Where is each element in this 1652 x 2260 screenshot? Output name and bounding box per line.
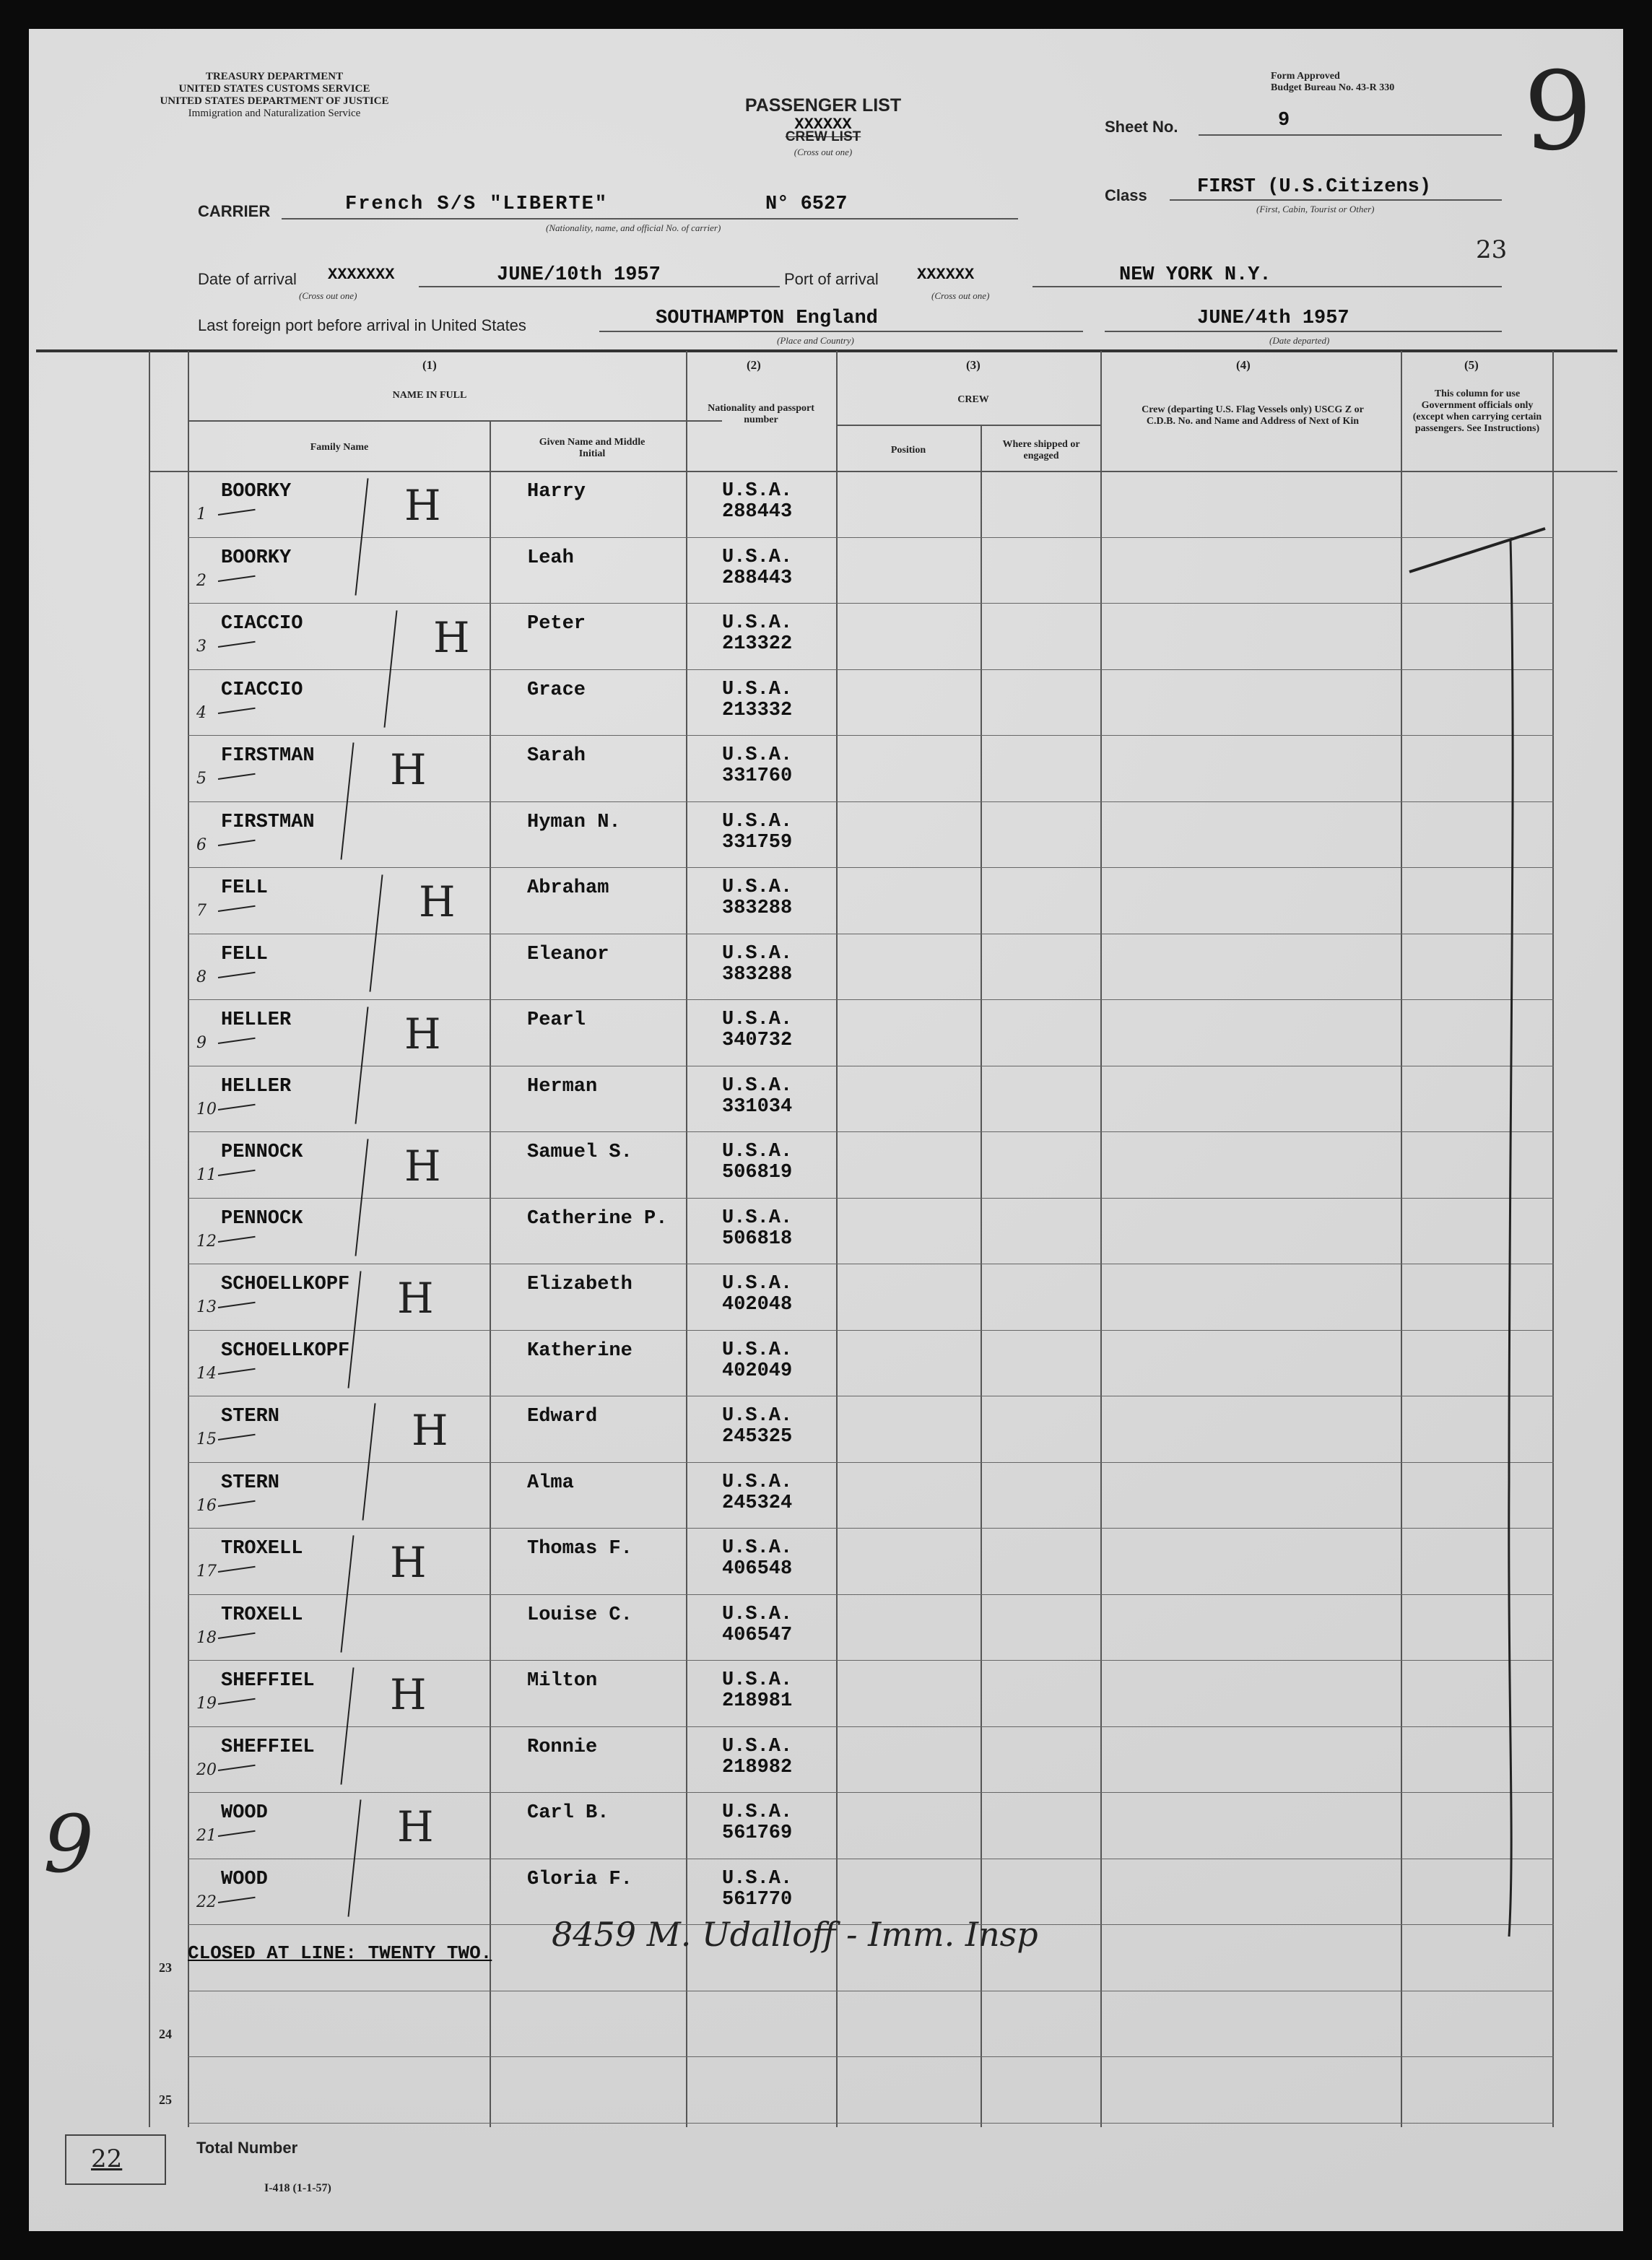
handwritten-mark: H — [404, 1142, 441, 1191]
line-number: 24 — [159, 2027, 172, 2041]
nationality-passport — [722, 1802, 792, 1844]
line-number: 7 — [196, 902, 206, 920]
family-name: SCHOELLKOPF — [221, 1340, 350, 1362]
nationality: U.S.A. — [722, 1009, 793, 1030]
line-tick — [218, 1104, 256, 1111]
carrier-number: N° 6527 — [765, 194, 848, 215]
row-divider — [188, 1131, 1554, 1132]
passport-number: 506818 — [722, 1228, 793, 1250]
line-number: 11 — [196, 1166, 217, 1184]
nationality-passport — [722, 812, 792, 853]
line-number: 16 — [196, 1497, 217, 1515]
row-divider — [188, 1792, 1554, 1793]
line-number: 4 — [196, 704, 206, 722]
line-number: 13 — [196, 1298, 217, 1316]
family-name: CIACCIO — [221, 613, 303, 635]
line-tick — [218, 1897, 256, 1903]
family-name: FELL — [221, 877, 268, 899]
handwritten-mark: H — [404, 1009, 441, 1059]
given-name: Pearl — [527, 1009, 586, 1031]
given-name: Samuel S. — [527, 1142, 632, 1163]
nationality-passport — [722, 745, 792, 787]
nationality-passport — [722, 1208, 792, 1250]
last-port-date-value: JUNE/4th 1957 — [1197, 308, 1349, 329]
nationality: U.S.A. — [722, 1141, 793, 1162]
line-number: 22 — [196, 1893, 217, 1911]
total-value: 22 — [91, 2144, 123, 2173]
given-name: Ronnie — [527, 1737, 598, 1758]
date-arrival-value: JUNE/10th 1957 — [497, 264, 661, 286]
family-name: BOORKY — [221, 481, 292, 503]
line-number: 6 — [196, 836, 206, 854]
header-bottom-border — [149, 471, 1617, 472]
last-port-label: Last foreign port before arrival in United States — [198, 316, 526, 334]
handwritten-mark: H — [419, 877, 456, 926]
line-tick — [218, 1830, 256, 1837]
given-name: Eleanor — [527, 944, 609, 965]
carrier-underline — [282, 218, 1018, 220]
class-value: FIRST (U.S.Citizens) — [1197, 176, 1432, 198]
agency-line-4: Immigration and Naturalization Service — [188, 108, 361, 119]
family-name: TROXELL — [221, 1604, 303, 1626]
family-name: SHEFFIEL — [221, 1670, 315, 1692]
line-tick — [218, 972, 256, 978]
col3-title: CREW — [957, 394, 989, 405]
line-number: 9 — [196, 1034, 206, 1052]
col3-position-header: Position — [890, 445, 926, 456]
total-label: Total Number — [196, 2139, 298, 2157]
sheet-value: 9 — [1278, 110, 1290, 131]
nationality-passport — [722, 1142, 792, 1183]
nationality: U.S.A. — [722, 1273, 793, 1295]
line-number: 12 — [196, 1233, 217, 1251]
passport-number: 213322 — [722, 633, 793, 655]
family-name: BOORKY — [221, 547, 292, 569]
nationality: U.S.A. — [722, 1472, 793, 1493]
line-number: 25 — [159, 2092, 172, 2107]
handwritten-mark: H — [390, 745, 427, 794]
line-tick — [218, 1500, 256, 1507]
nationality-passport — [722, 1869, 792, 1911]
passport-number: 245325 — [722, 1426, 793, 1448]
given-name: Milton — [527, 1670, 598, 1692]
form-approved-line-2: Budget Bureau No. 43-R 330 — [1271, 82, 1395, 93]
nationality: U.S.A. — [722, 1736, 793, 1757]
family-name: WOOD — [221, 1869, 268, 1890]
row-divider — [188, 867, 1554, 868]
port-arrival-underline — [1032, 286, 1502, 287]
margin-handwritten-number: 9 — [43, 1798, 94, 1890]
handwritten-mark: H — [390, 1538, 427, 1587]
family-name: TROXELL — [221, 1538, 303, 1560]
form-approved-line-1: Form Approved — [1271, 71, 1340, 82]
line-number-border — [149, 351, 150, 2127]
given-name: Grace — [527, 679, 586, 701]
nationality: U.S.A. — [722, 1075, 793, 1097]
col1-number: (1) — [422, 358, 437, 372]
nationality-passport — [722, 1076, 792, 1118]
date-arrival-caption: (Cross out one) — [299, 290, 357, 301]
date-arrival-underline — [419, 286, 780, 287]
next-of-kin-col-border — [1100, 351, 1102, 2127]
officials-column-mark — [1401, 471, 1625, 1944]
class-underline — [1170, 199, 1502, 201]
given-name: Thomas F. — [527, 1538, 632, 1560]
passport-number: 213332 — [722, 700, 793, 721]
last-port-value: SOUTHAMPTON England — [656, 308, 878, 329]
nationality-passport — [722, 1472, 792, 1514]
nationality-passport — [722, 877, 792, 919]
passport-number: 406547 — [722, 1625, 793, 1646]
col2-title: Nationality and passport number — [708, 403, 814, 425]
row-divider — [188, 2123, 1554, 2124]
last-port-underline — [599, 331, 1083, 332]
given-name: Carl B. — [527, 1802, 609, 1824]
line-tick — [218, 1434, 256, 1440]
passport-number: 561770 — [722, 1889, 793, 1911]
nationality-passport — [722, 1406, 792, 1448]
family-name: STERN — [221, 1472, 280, 1494]
nationality-passport — [722, 613, 792, 655]
line-number: 17 — [196, 1563, 217, 1581]
class-caption: (First, Cabin, Tourist or Other) — [1256, 204, 1375, 214]
port-arrival-caption: (Cross out one) — [931, 290, 990, 301]
passport-number: 331759 — [722, 832, 793, 853]
line-number: 21 — [196, 1827, 217, 1845]
line-tick — [218, 575, 256, 582]
col2-number: (2) — [747, 358, 761, 372]
title-note: (Cross out one) — [794, 147, 853, 157]
passport-number: 506819 — [722, 1162, 793, 1183]
nationality-passport — [722, 1604, 792, 1646]
passport-number: 245324 — [722, 1492, 793, 1514]
passport-number: 402049 — [722, 1360, 793, 1382]
line-number: 1 — [196, 505, 206, 523]
last-port-date-caption: (Date departed) — [1269, 335, 1330, 346]
line-number: 3 — [196, 638, 206, 656]
form-number: I-418 (1-1-57) — [264, 2182, 331, 2194]
line-number: 14 — [196, 1365, 217, 1383]
nationality: U.S.A. — [722, 744, 793, 766]
family-name: FIRSTMAN — [221, 812, 315, 833]
given-col-border — [490, 420, 491, 2127]
nationality-passport — [722, 1274, 792, 1316]
class-count: 23 — [1476, 235, 1508, 264]
line-number: 19 — [196, 1695, 217, 1713]
table-top-border — [36, 349, 1617, 352]
col1-given-header: Given Name and Middle Initial — [539, 437, 645, 459]
handwritten-mark: H — [404, 481, 441, 530]
sheet-label: Sheet No. — [1105, 118, 1178, 136]
nationality-passport — [722, 1009, 792, 1051]
line-number: 23 — [159, 1960, 172, 1975]
col3-number: (3) — [966, 358, 981, 372]
family-name: SHEFFIEL — [221, 1737, 315, 1758]
port-arrival-value: NEW YORK N.Y. — [1119, 264, 1271, 286]
line-number: 20 — [196, 1761, 217, 1779]
nationality: U.S.A. — [722, 1802, 793, 1823]
nationality: U.S.A. — [722, 1669, 793, 1691]
line-tick — [218, 773, 256, 780]
col1-sub-divider — [188, 420, 722, 422]
passport-number: 340732 — [722, 1030, 793, 1051]
line-number: 10 — [196, 1100, 217, 1118]
title-passenger-list: PASSENGER LIST — [744, 95, 902, 116]
nationality-passport — [722, 481, 792, 523]
nationality: U.S.A. — [722, 679, 793, 700]
given-name: Peter — [527, 613, 586, 635]
passenger-list-form — [29, 29, 1623, 2231]
row-divider — [188, 603, 1554, 604]
nationality-passport — [722, 547, 792, 589]
passport-number: 383288 — [722, 964, 793, 986]
agency-line-1: TREASURY DEPARTMENT — [205, 71, 344, 82]
given-name: Leah — [527, 547, 574, 569]
col4-title: Crew (departing U.S. Flag Vessels only) USCG Z or C.D.B. No. and Name and Address of Next of Kin — [1142, 404, 1364, 427]
family-name: PENNOCK — [221, 1142, 303, 1163]
given-name: Hyman N. — [527, 812, 621, 833]
line-number: 5 — [196, 770, 206, 788]
col4-number: (4) — [1236, 358, 1251, 372]
line-number: 2 — [196, 572, 206, 590]
date-arrival-label: Date of arrival — [198, 270, 297, 288]
line-tick — [218, 905, 256, 912]
agency-line-2: UNITED STATES CUSTOMS SERVICE — [178, 83, 370, 95]
given-name: Elizabeth — [527, 1274, 632, 1295]
family-name: FIRSTMAN — [221, 745, 315, 767]
sheet-underline — [1199, 134, 1502, 136]
given-name: Louise C. — [527, 1604, 632, 1626]
given-name: Harry — [527, 481, 586, 503]
col5-number: (5) — [1464, 358, 1479, 372]
inspector-signature: 8459 M. Udalloff - Imm. Insp — [552, 1915, 1038, 1954]
passport-number: 561769 — [722, 1822, 793, 1844]
family-name: WOOD — [221, 1802, 268, 1824]
nationality-passport — [722, 944, 792, 986]
title-crew-list: CREW LIST — [785, 129, 861, 144]
given-name: Edward — [527, 1406, 598, 1427]
line-tick — [218, 1038, 256, 1044]
given-name: Gloria F. — [527, 1869, 632, 1890]
line-number: 18 — [196, 1629, 217, 1647]
form-approved — [1271, 71, 1394, 94]
row-divider — [188, 1462, 1554, 1463]
family-name: HELLER — [221, 1076, 292, 1098]
nationality-passport — [722, 1538, 792, 1580]
row-divider — [188, 1198, 1554, 1199]
nationality: U.S.A. — [722, 547, 793, 568]
carrier-caption: (Nationality, name, and official No. of carrier) — [546, 222, 721, 233]
port-arrival-struck: XXXXXX — [917, 266, 975, 284]
col3-sub-divider — [836, 425, 1102, 426]
handwritten-mark: H — [433, 613, 470, 662]
passport-number: 406548 — [722, 1558, 793, 1580]
nationality: U.S.A. — [722, 1339, 793, 1361]
given-name: Alma — [527, 1472, 574, 1494]
row-divider — [188, 801, 1554, 802]
handwritten-mark: H — [412, 1406, 448, 1455]
row-divider — [188, 537, 1554, 538]
line-tick — [218, 840, 256, 846]
line-tick — [218, 1566, 256, 1573]
row-divider — [188, 2056, 1554, 2057]
last-port-caption: (Place and Country) — [777, 335, 854, 346]
family-name: CIACCIO — [221, 679, 303, 701]
nationality: U.S.A. — [722, 1207, 793, 1229]
line-tick — [218, 1236, 256, 1243]
nationality-col-border — [686, 351, 687, 2127]
line-tick — [218, 1368, 256, 1375]
given-name: Sarah — [527, 745, 586, 767]
given-name: Katherine — [527, 1340, 632, 1362]
passport-number: 331034 — [722, 1096, 793, 1118]
agency-line-3: UNITED STATES DEPARTMENT OF JUSTICE — [160, 95, 389, 107]
row-divider — [188, 1726, 1554, 1727]
nationality: U.S.A. — [722, 480, 793, 502]
last-port-date-underline — [1105, 331, 1502, 332]
passport-number: 383288 — [722, 898, 793, 919]
handwritten-mark: H — [390, 1670, 427, 1719]
col3-where-header: Where shipped or engaged — [1002, 439, 1080, 461]
port-arrival-label: Port of arrival — [784, 270, 879, 288]
row-divider — [188, 999, 1554, 1000]
line-number: 15 — [196, 1430, 217, 1448]
carrier-value: French S/S "LIBERTE" — [345, 194, 609, 215]
passport-number: 331760 — [722, 765, 793, 787]
given-name: Catherine P. — [527, 1208, 668, 1230]
nationality: U.S.A. — [722, 1537, 793, 1559]
line-number: 8 — [196, 968, 206, 986]
col5-title: This column for use Government officials only (except when carrying certain passengers. See Instructions) — [1412, 388, 1542, 434]
class-label: Class — [1105, 186, 1147, 204]
given-name: Herman — [527, 1076, 598, 1098]
carrier-label: CARRIER — [198, 202, 271, 220]
line-tick — [218, 641, 256, 648]
row-divider — [188, 1594, 1554, 1595]
passport-number: 218982 — [722, 1757, 793, 1778]
row-divider — [188, 1660, 1554, 1661]
nationality: U.S.A. — [722, 943, 793, 965]
row-divider — [188, 1330, 1554, 1331]
line-tick — [218, 1170, 256, 1176]
handwritten-mark: H — [397, 1274, 434, 1323]
line-tick — [218, 1633, 256, 1639]
closing-statement: CLOSED AT LINE: TWENTY TWO. — [188, 1942, 492, 1964]
nationality: U.S.A. — [722, 1405, 793, 1427]
col1-title: NAME IN FULL — [392, 390, 467, 401]
family-name: FELL — [221, 944, 268, 965]
row-divider — [188, 735, 1554, 736]
family-name: PENNOCK — [221, 1208, 303, 1230]
given-name: Abraham — [527, 877, 609, 899]
nationality: U.S.A. — [722, 811, 793, 833]
nationality-passport — [722, 679, 792, 721]
passport-number: 218981 — [722, 1690, 793, 1712]
nationality: U.S.A. — [722, 612, 793, 634]
col1-family-header: Family Name — [310, 442, 369, 453]
line-tick — [218, 1698, 256, 1705]
family-name: SCHOELLKOPF — [221, 1274, 350, 1295]
crew-where-border — [981, 425, 982, 2127]
family-name: STERN — [221, 1406, 280, 1427]
line-tick — [218, 1302, 256, 1308]
family-name: HELLER — [221, 1009, 292, 1031]
nationality: U.S.A. — [722, 1604, 793, 1625]
line-tick — [218, 1765, 256, 1771]
nationality: U.S.A. — [722, 877, 793, 898]
nationality-passport — [722, 1670, 792, 1712]
line-tick — [218, 708, 256, 714]
handwritten-mark: H — [397, 1802, 434, 1851]
row-divider — [188, 1528, 1554, 1529]
row-divider — [188, 669, 1554, 670]
sheet-big-number: 9 — [1523, 49, 1593, 175]
family-col-left-border — [188, 351, 189, 2127]
line-tick — [218, 509, 256, 516]
passport-number: 288443 — [722, 568, 793, 589]
form-title — [722, 95, 924, 158]
crew-col-border — [836, 351, 838, 2127]
nationality-passport — [722, 1737, 792, 1778]
nationality-passport — [722, 1340, 792, 1382]
title-crossed-out: XXXXXX — [794, 116, 852, 134]
nationality: U.S.A. — [722, 1868, 793, 1890]
agency-header — [144, 71, 404, 120]
passport-number: 288443 — [722, 501, 793, 523]
date-arrival-struck: XXXXXXX — [328, 266, 395, 284]
passport-number: 402048 — [722, 1294, 793, 1316]
total-box — [65, 2134, 166, 2185]
